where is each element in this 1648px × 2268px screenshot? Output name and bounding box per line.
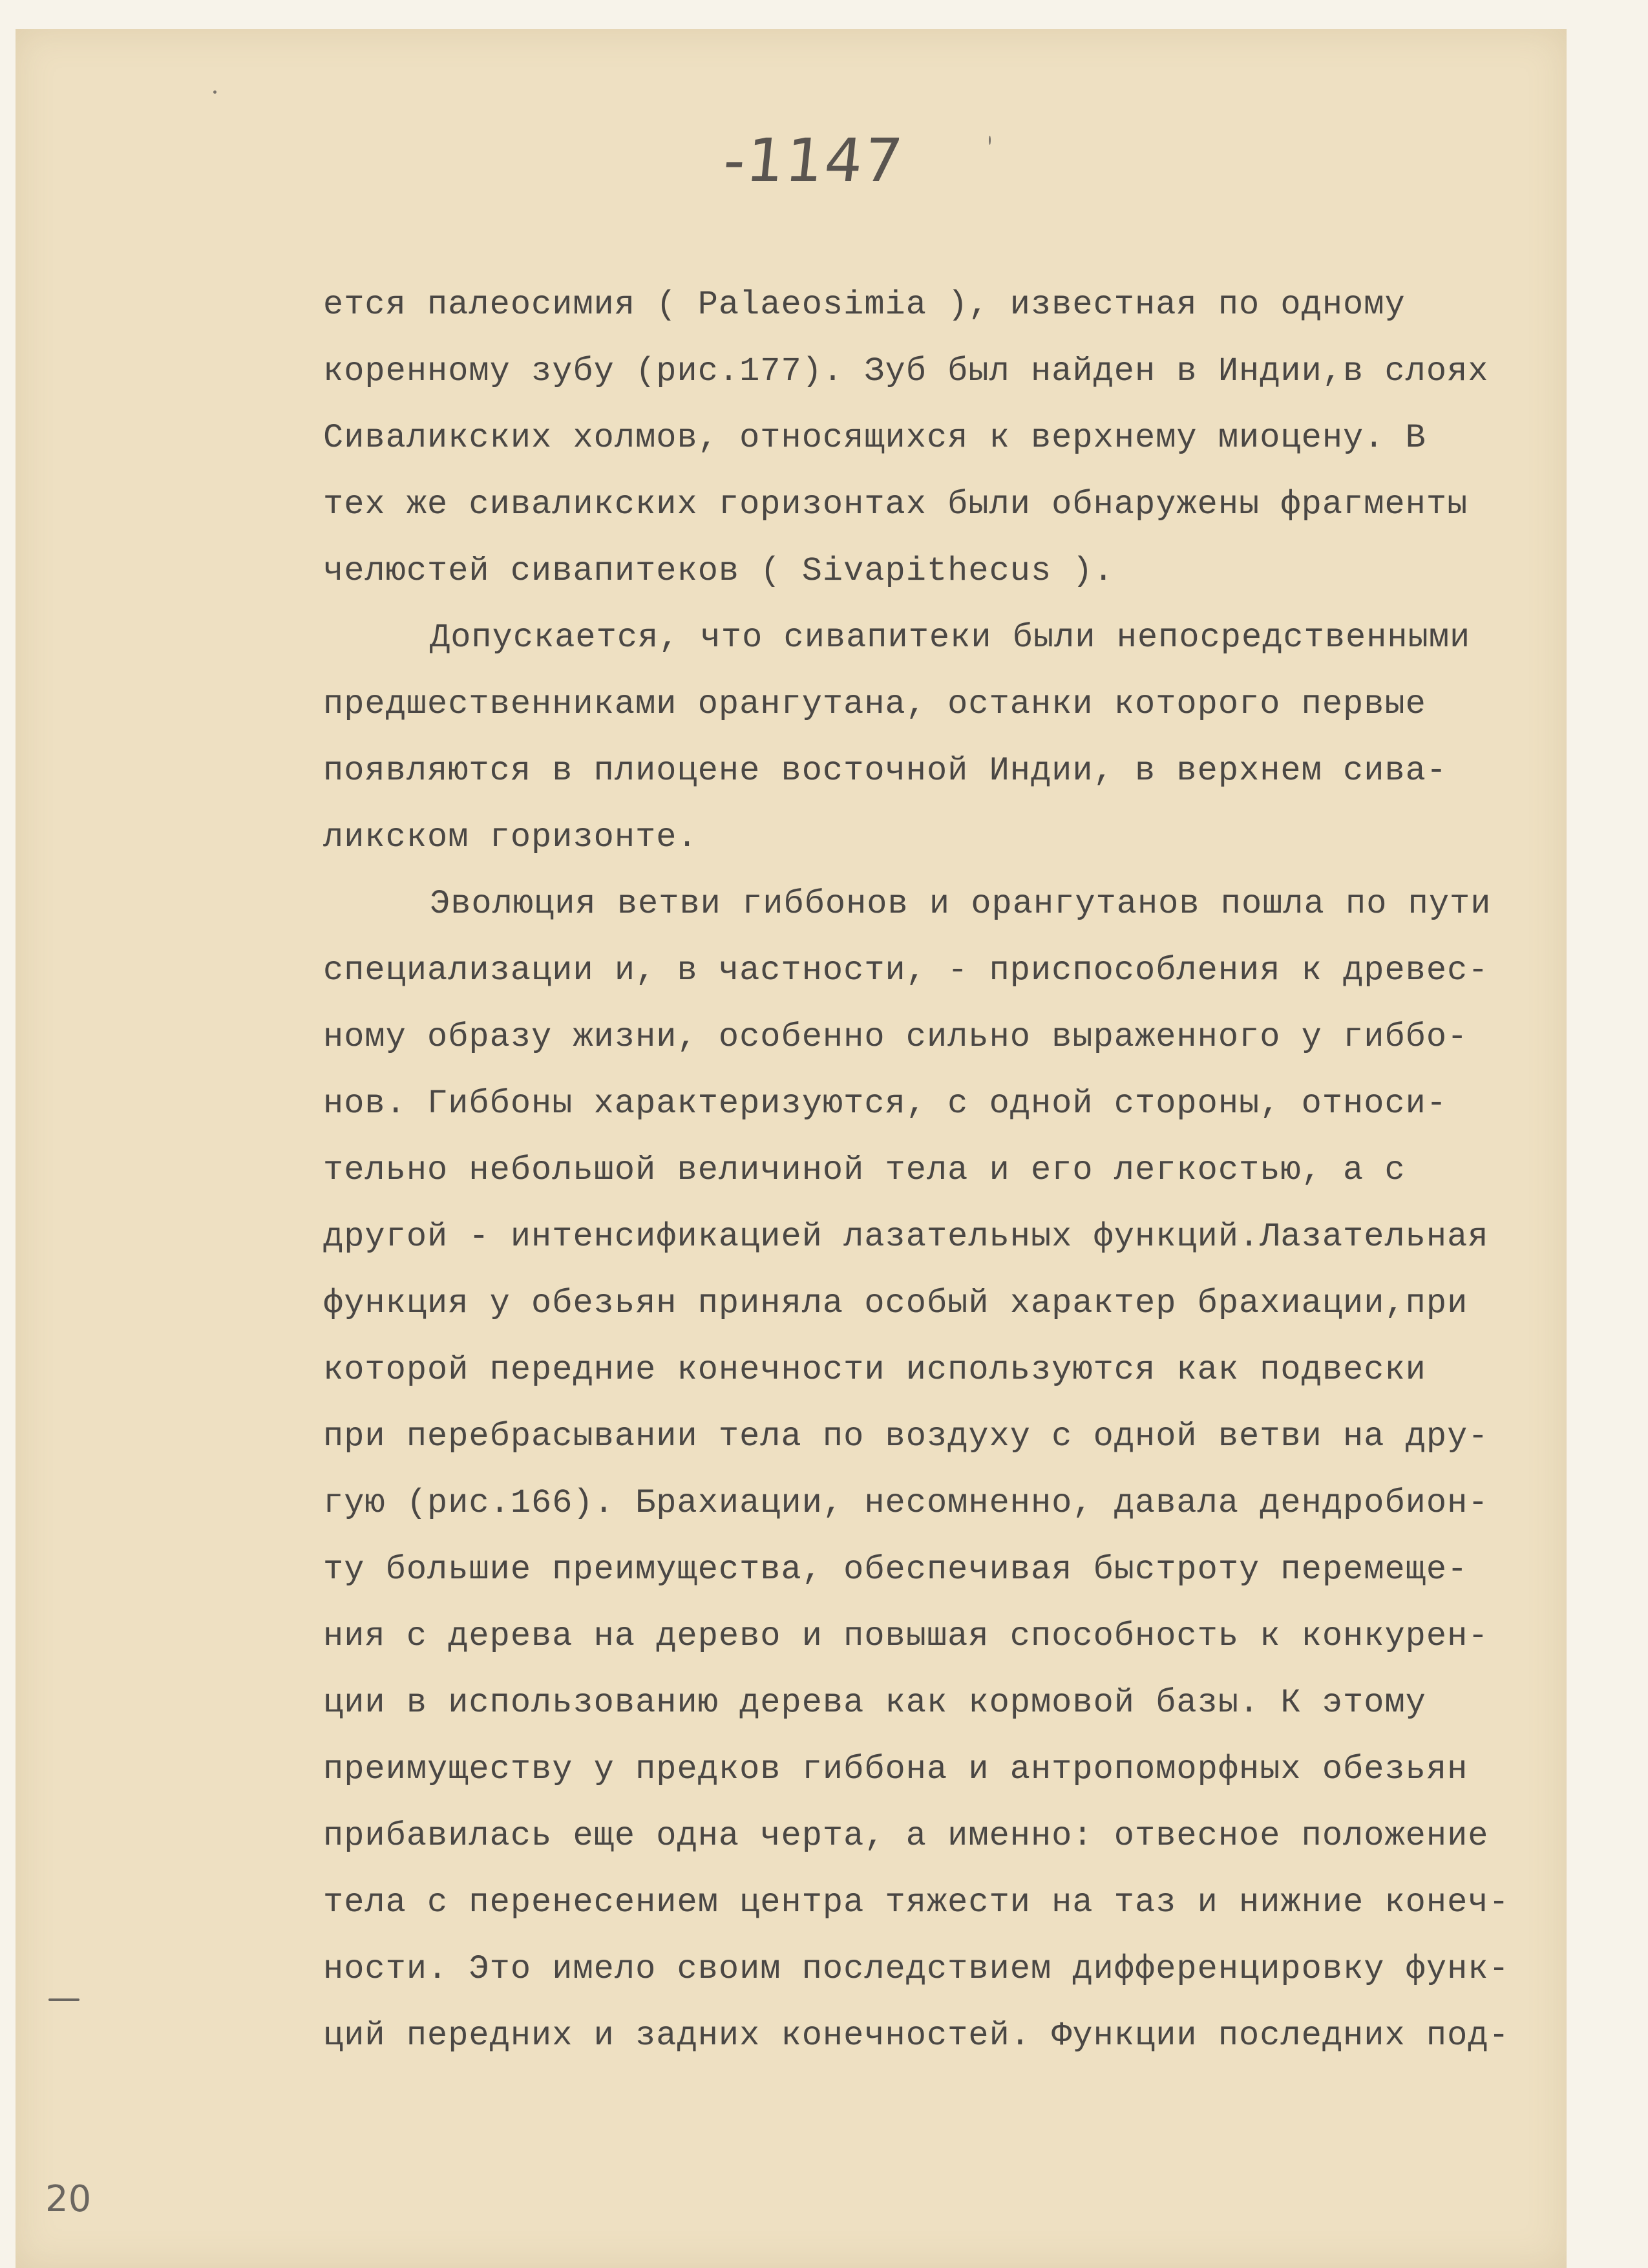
text-line: при перебрасывании тела по воздуху с одной ветви на дру- [323,1417,1489,1456]
text-line: тельно небольшой величиной тела и его легкостью, а с [323,1151,1406,1189]
text-line: ции в использованию дерева как кормовой базы. К этому [323,1684,1426,1722]
text-line: ния с дерева на дерево и повышая способность к конкурен- [323,1617,1489,1655]
text-line: ется палеосимия ( Palaeosimia ), известная по одному [323,286,1406,324]
ink-speck [213,90,217,94]
text-line: ций передних и задних конечностей. Функции последних под- [323,2017,1510,2055]
text-line: нов. Гиббоны характеризуются, с одной стороны, относи- [323,1085,1448,1123]
text-line: преимуществу у предков гиббона и антропоморфных обезьян [323,1750,1468,1788]
text-line: функция у обезьян приняла особый характер брахиации,при [323,1284,1468,1322]
text-line: тех же сиваликских горизонтах были обнаружены фрагменты [323,485,1468,524]
text-line: гую (рис.166). Брахиации, несомненно, давала дендробион- [323,1484,1489,1522]
text-line: ту большие преимущества, обеспечивая быстроту перемеще- [323,1551,1468,1589]
text-line: челюстей сивапитеков ( Sivapithecus ). [323,552,1114,590]
body-text [323,271,1551,2069]
margin-pencil-mark [48,1998,79,2001]
text-line: предшественниками орангутана, останки которого первые [323,685,1426,723]
ink-speck [989,136,991,145]
text-line: тела с перенесением центра тяжести на таз и нижние конеч- [323,1883,1510,1922]
text-line: ности. Это имело своим последствием дифференцировку функ- [323,1950,1510,1988]
page-number-handwritten: -1147 [720,126,907,195]
text-line: другой - интенсификацией лазательных функций.Лазательная [323,1218,1489,1256]
text-line: специализации и, в частности, - приспособления к древес- [323,951,1489,990]
text-line: коренному зубу (рис.177). Зуб был найден в Индии,в слоях [323,352,1489,390]
text-line: Эволюция ветви гиббонов и орангутанов пошла по пути [430,885,1492,923]
text-line: ликском горизонте. [323,818,698,856]
text-line: Сиваликских холмов, относящихся к верхнему миоцену. В [323,419,1426,457]
text-line: появляются в плиоцене восточной Индии, в верхнем сива- [323,752,1448,790]
text-line: ному образу жизни, особенно сильно выраженного у гиббо- [323,1018,1468,1056]
text-line: Допускается, что сивапитеки были непосредственными [430,619,1471,657]
corner-number: 20 [45,2178,92,2220]
text-line: которой передние конечности используются как подвески [323,1351,1426,1389]
text-line: прибавилась еще одна черта, а именно: отвесное положение [323,1817,1489,1855]
